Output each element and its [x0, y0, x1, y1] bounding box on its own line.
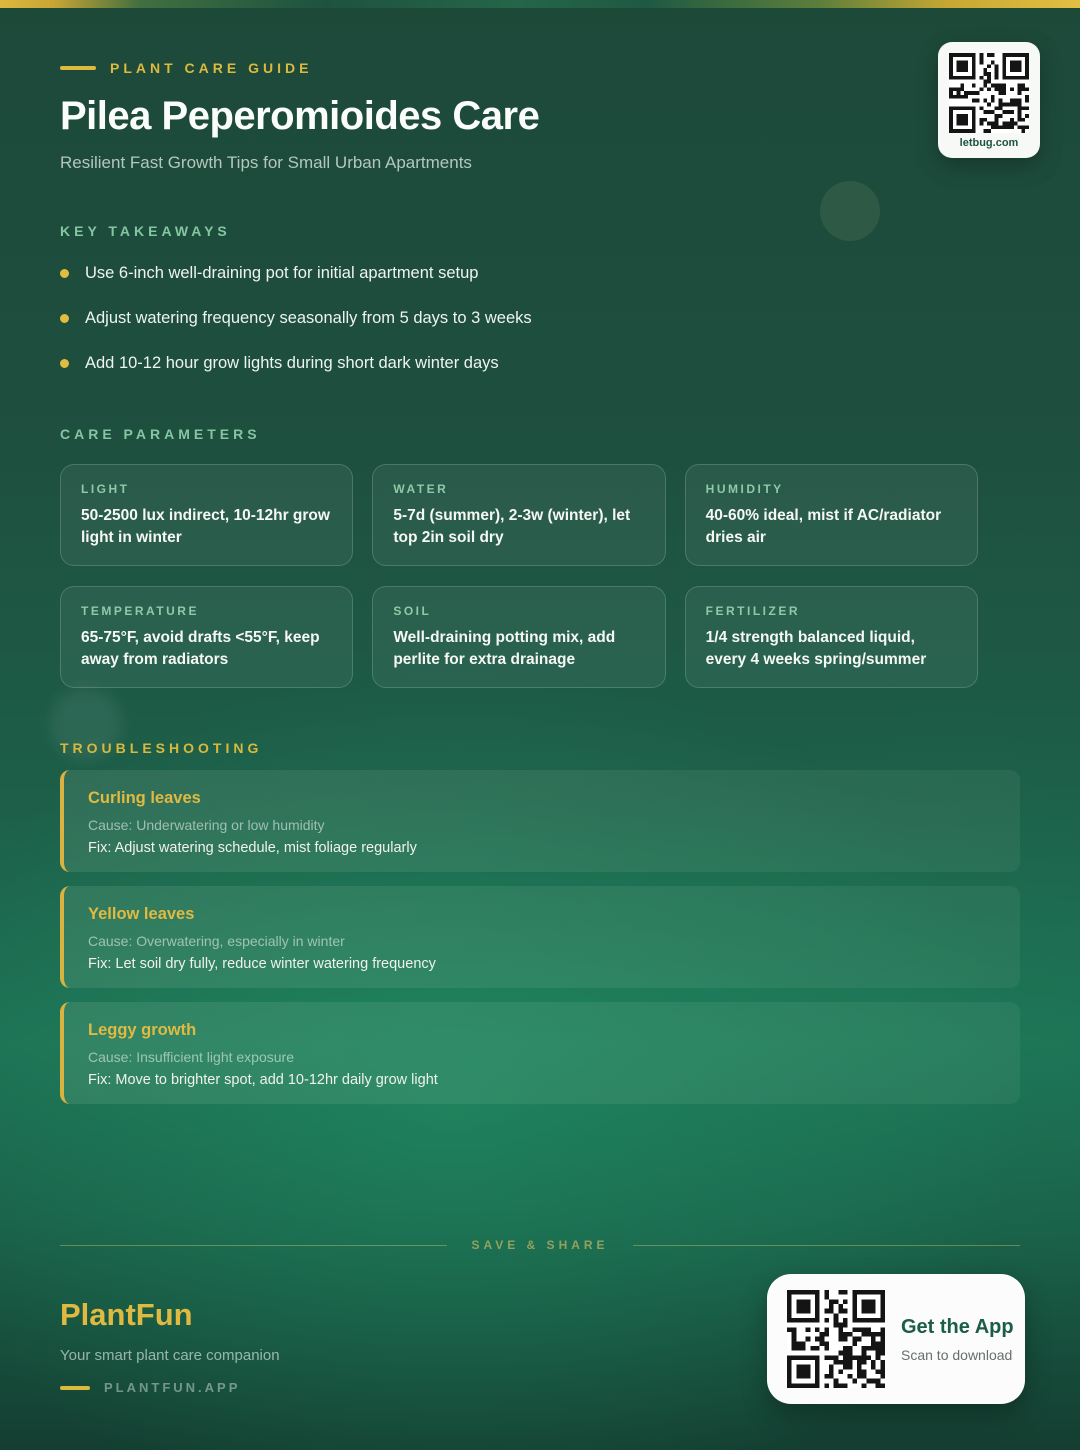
card-text: Well-draining potting mix, add perlite for extra drainage: [393, 629, 616, 668]
takeaway-item: [60, 308, 1020, 329]
brand-site-row: [60, 1380, 280, 1395]
care-card-soil: [372, 586, 665, 688]
page-title: Pilea Peperomioides Care: [60, 94, 540, 138]
card-label: FERTILIZER: [705, 604, 800, 618]
care-card-light: [60, 464, 353, 566]
app-card-text: [901, 1316, 1014, 1363]
qr-card-label: letbug.com: [959, 137, 1019, 149]
card-text: 1/4 strength balanced liquid, every 4 weeks spring/summer: [705, 629, 927, 668]
qr-code: [949, 53, 1029, 133]
card-label: HUMIDITY: [705, 482, 784, 496]
care-card-temperature: [60, 586, 353, 688]
trouble-cause: Cause: Insufficient light exposure: [88, 1049, 294, 1065]
card-text: 50-2500 lux indirect, 10-12hr grow light in winter: [81, 507, 330, 546]
qr-card: [938, 42, 1040, 158]
care-parameters-grid: [60, 464, 978, 688]
get-the-app-card: [767, 1274, 1025, 1404]
care-card-humidity: [685, 464, 978, 566]
trouble-card-leggy-growth: [60, 1002, 1020, 1104]
page-subtitle: Resilient Fast Growth Tips for Small Urban Apartments: [60, 153, 472, 172]
card-label: SOIL: [393, 604, 432, 618]
divider-label: SAVE & SHARE: [471, 1238, 609, 1252]
takeaway-text: Use 6-inch well-draining pot for initial apartment setup: [85, 264, 479, 282]
trouble-title: Leggy growth: [88, 1021, 197, 1039]
brand-site-url: PLANTFUN.APP: [104, 1380, 241, 1395]
eyebrow-accent-line: [60, 66, 96, 70]
trouble-cause: Cause: Underwatering or low humidity: [88, 817, 325, 833]
card-label: TEMPERATURE: [81, 604, 199, 618]
trouble-fix: Fix: Let soil dry fully, reduce winter watering frequency: [88, 956, 436, 972]
trouble-cause: Cause: Overwatering, especially in winter: [88, 933, 345, 949]
brand-tagline: Your smart plant care companion: [60, 1347, 280, 1364]
trouble-fix: Fix: Move to brighter spot, add 10-12hr daily grow light: [88, 1072, 438, 1088]
divider-line: [633, 1245, 1020, 1246]
card-label: WATER: [393, 482, 449, 496]
troubleshooting-section: [60, 740, 1020, 1104]
takeaway-text: Adjust watering frequency seasonally from 5 days to 3 weeks: [85, 309, 532, 327]
takeaway-item: [60, 353, 1020, 374]
qr-code: [787, 1290, 885, 1388]
bullet-dot-icon: [60, 269, 69, 278]
takeaway-item: [60, 263, 1020, 284]
care-parameters-heading: CARE PARAMETERS: [60, 426, 261, 442]
trouble-title: Yellow leaves: [88, 905, 195, 923]
trouble-card-yellow-leaves: [60, 886, 1020, 988]
app-card-subtitle: Scan to download: [901, 1346, 1013, 1363]
eyebrow-label: PLANT CARE GUIDE: [110, 60, 313, 76]
card-text: 65-75°F, avoid drafts <55°F, keep away from radiators: [81, 629, 320, 668]
key-takeaways-heading: KEY TAKEAWAYS: [60, 223, 231, 239]
site-accent-line: [60, 1386, 90, 1390]
key-takeaways-section: [60, 223, 1020, 374]
takeaway-text: Add 10-12 hour grow lights during short dark winter days: [85, 354, 499, 372]
save-share-divider: [60, 1238, 1020, 1252]
troubleshooting-heading: TROUBLESHOOTING: [60, 740, 263, 756]
trouble-fix: Fix: Adjust watering schedule, mist foliage regularly: [88, 840, 417, 856]
care-card-fertilizer: [685, 586, 978, 688]
care-card-water: [372, 464, 665, 566]
care-parameters-section: [60, 426, 1020, 688]
footer-brand-block: [60, 1297, 280, 1395]
card-text: 40-60% ideal, mist if AC/radiator dries air: [705, 507, 942, 546]
brand-logo-text: PlantFun: [60, 1297, 193, 1332]
divider-line: [60, 1245, 447, 1246]
trouble-card-curling-leaves: [60, 770, 1020, 872]
bullet-dot-icon: [60, 359, 69, 368]
trouble-title: Curling leaves: [88, 789, 201, 807]
header-eyebrow: [60, 0, 1020, 76]
card-text: 5-7d (summer), 2-3w (winter), let top 2in soil dry: [393, 507, 631, 546]
card-label: LIGHT: [81, 482, 130, 496]
app-card-title: Get the App: [901, 1315, 1014, 1338]
bullet-dot-icon: [60, 314, 69, 323]
